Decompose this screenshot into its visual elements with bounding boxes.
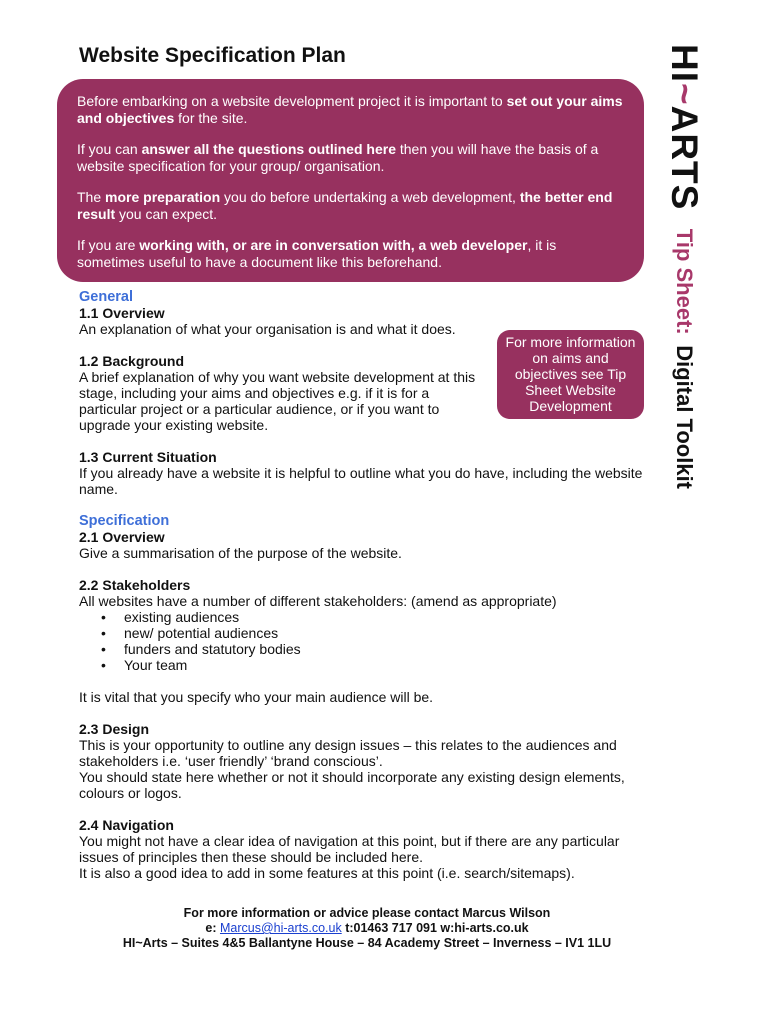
digital-toolkit-label: Digital Toolkit — [672, 345, 697, 490]
footer — [0, 906, 734, 951]
logo-tilde: ~ — [664, 83, 705, 106]
intro-emphasis: more preparation — [105, 189, 221, 205]
logo-part: HI — [664, 44, 705, 83]
section-heading-specification: Specification — [79, 513, 170, 529]
footer-contact-line: For more information or advice please contact Marcus Wilson — [183, 906, 551, 920]
intro-text: If you are — [77, 237, 140, 253]
intro-text: , it is sometimes useful to have a document like this beforehand. — [77, 237, 557, 270]
footer-address: HI~Arts – Suites 4&5 Ballantyne House – 84 Academy Street – Inverness – IV1 1LU — [122, 936, 612, 950]
paragraph-2-3-a: This is your opportunity to outline any design issues – this relates to the audiences and stakeholders i.e. ‘user friendly’ ‘brand conscious’. — [79, 737, 617, 769]
intro-text: The — [77, 189, 106, 205]
stakeholder-list — [79, 609, 644, 673]
paragraph-1-1: An explanation of what your organisation is and what it does. — [79, 321, 456, 337]
intro-paragraph-3 — [77, 189, 624, 222]
list-item: • new/ potential audiences — [124, 625, 644, 641]
list-item: • funders and statutory bodies — [124, 641, 644, 657]
side-brand-banner — [665, 44, 705, 604]
hi-arts-logo — [664, 44, 705, 210]
intro-paragraph-2 — [77, 141, 624, 174]
intro-emphasis: answer all the questions outlined here — [141, 141, 396, 157]
list-item: • existing audiences — [124, 609, 644, 625]
subheading-1-3: 1.3 Current Situation — [79, 449, 217, 465]
main-content — [79, 289, 644, 881]
intro-text: you can expect. — [115, 205, 218, 222]
list-item: • Your team — [124, 657, 644, 673]
paragraph-2-1: Give a summarisation of the purpose of the website. — [79, 545, 402, 561]
email-link[interactable]: Marcus@hi-arts.co.uk — [219, 921, 342, 935]
paragraph-2-2: All websites have a number of different stakeholders: (amend as appropriate) — [79, 593, 557, 609]
phone-web-text: t:01463 717 091 w:hi-arts.co.uk — [341, 921, 529, 935]
intro-box — [57, 79, 644, 282]
email-prefix: e: — [205, 921, 220, 935]
subheading-1-1: 1.1 Overview — [79, 305, 165, 321]
subheading-1-2: 1.2 Background — [79, 353, 185, 369]
intro-text: If you can — [77, 141, 142, 157]
paragraph-2-4-b: It is also a good idea to add in some features at this point (i.e. search/sitemaps). — [79, 865, 575, 881]
section-heading-general: General — [79, 289, 133, 305]
intro-paragraph-1 — [77, 93, 624, 126]
logo-part: ARTS — [664, 105, 705, 211]
subheading-2-1: 2.1 Overview — [79, 529, 165, 545]
page-title: Website Specification Plan — [79, 44, 346, 67]
subheading-2-4: 2.4 Navigation — [79, 817, 174, 833]
subheading-2-3: 2.3 Design — [79, 721, 150, 737]
paragraph-1-3: If you already have a website it is helpful to outline what you do have, including the website name. — [79, 465, 643, 497]
intro-text: then you will have the basis of a website specification for your group/ organisation. — [77, 141, 599, 174]
subheading-2-2: 2.2 Stakeholders — [79, 577, 191, 593]
intro-text: for the site. — [174, 109, 248, 126]
paragraph-2-3-b: You should state here whether or not it should incorporate any existing design elements, colours or logos. — [79, 769, 625, 801]
intro-emphasis: working with, or are in conversation with, a web developer — [139, 237, 528, 253]
paragraph-2-4-a: You might not have a clear idea of navigation at this point, but if there are any particular issues of principles then these should be included here. — [79, 833, 620, 865]
intro-emphasis: the better end result — [77, 189, 613, 222]
info-callout: For more information on aims and objectives see Tip Sheet Website Development — [497, 330, 644, 419]
footer-contact-details — [0, 921, 734, 936]
intro-text: Before embarking on a website development project it is important to — [77, 93, 507, 109]
intro-paragraph-4 — [77, 237, 624, 270]
intro-text: you do before undertaking a web development, — [220, 189, 520, 205]
intro-emphasis: set out your aims and objectives — [77, 93, 623, 126]
paragraph-1-2: A brief explanation of why you want website development at this stage, including your aims and objectives e.g. if it is for a particular project or a particular audience, or if you want to upgrade your existing website. — [79, 369, 476, 433]
paragraph-2-2-note: It is vital that you specify who your main audience will be. — [79, 689, 434, 705]
tip-sheet-label: Tip Sheet: — [672, 228, 697, 335]
